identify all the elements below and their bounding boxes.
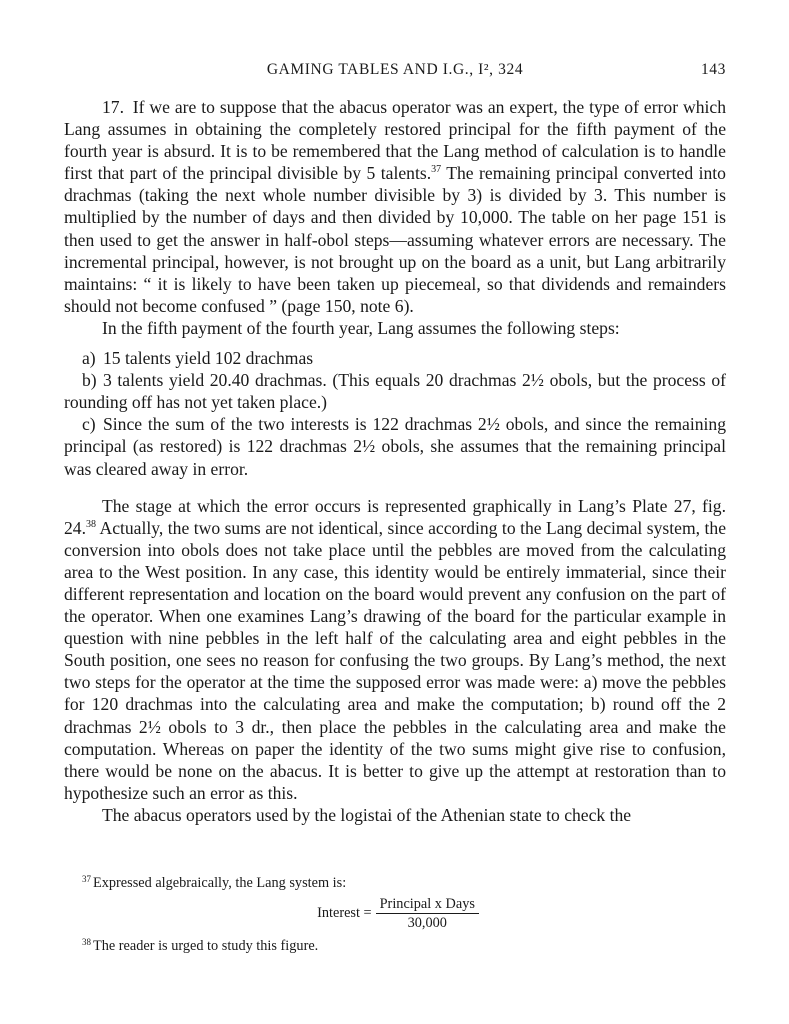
- paragraph-abacus-operators: The abacus operators used by the logistai of the Athenian state to check the: [102, 804, 632, 825]
- step-c: [64, 413, 726, 479]
- running-head: [64, 61, 726, 83]
- footnote-37-marker: 37: [82, 874, 91, 884]
- paragraph-error-stage-part-a: The stage at which the error occurs is represented graphically in Lang’s Plate 27, fig. 24.: [64, 495, 726, 538]
- paragraph-17-part-a: 17. If we are to suppose that the abacus operator was an expert, the type of error which Lang assumes in obtaining the completely restored principal for the fifth payment of the fourth year is absurd. It is to be remembered that the Lang method of calculation is to handle first that part of the principal divisible by 5 talents.: [64, 97, 726, 184]
- paragraph-error-stage-part-b: Actually, the two sums are not identical, since according to the Lang decimal system, the conversion into obols does not take place until the pebbles are moved from the calculating area to the West position. In any case, this identity would be entirely immaterial, since their different representation and location on the board would prevent any confusion on the part of the operator. When one examines Lang’s drawing of the board for the particular example in question with nine pebbles in the left half of the calculating area and eight pebbles in the South position, one sees no reason for confusing the two groups. By Lang’s method, the next two steps for the operator at the time the supposed error was made were: a) move the pebbles for 120 drachmas into the calculating area and make the computation; b) round off the 2 drachmas 2½ obols to 3 dr., then place the pebbles in the calculating area and make the computation. Whereas on paper the identity of the two sums might give rise to confusion, there would be none on the abacus. It is better to give up the attempt at restoration than to hypothesize such an error as this.: [64, 517, 726, 803]
- footnotes: [64, 870, 726, 956]
- footnote-37: [82, 870, 726, 893]
- running-title: GAMING TABLES AND I.G., I², 324: [266, 61, 524, 78]
- step-c-label: c): [82, 414, 96, 435]
- footnote-ref-37[interactable]: 37: [431, 164, 442, 176]
- footnote-38-marker: 38: [82, 937, 91, 947]
- footnote-ref-38[interactable]: 38: [86, 518, 96, 530]
- step-b-text: 3 talents yield 20.40 drachmas. (This equals 20 drachmas 2½ obols, but the process of rounding off has not yet taken place.): [64, 370, 726, 413]
- interest-formula: [70, 893, 726, 933]
- main-text: [64, 96, 726, 826]
- paragraph-17-part-b: The remaining principal converted into drachmas (taking the next whole number divisible by 3) is divided by 3. This number is multiplied by the number of days and then divided by 10,000. The table on her page 151 is then used to get the answer in half-obol steps—assuming whatever errors are necessary. The incremental principal, however, is not brought up on the board as a unit, but Lang arbitrarily maintains: “ it is likely to have been taken up piecemeal, so that dividends and remainders should not become confused ” (page 150, note 6).: [64, 163, 726, 316]
- paragraph-steps-intro: In the fifth payment of the fourth year, Lang assumes the following steps:: [102, 317, 620, 338]
- footnote-37-text: Expressed algebraically, the Lang system is:: [93, 875, 347, 891]
- step-a-text: 15 talents yield 102 drachmas: [103, 348, 314, 369]
- footnote-38: [82, 933, 726, 956]
- step-b: [64, 369, 726, 413]
- formula-lhs: Interest =: [317, 904, 372, 921]
- step-b-label: b): [82, 370, 97, 391]
- step-a: [64, 347, 726, 369]
- formula-numerator: Principal x Days: [376, 895, 479, 914]
- step-a-label: a): [82, 348, 96, 369]
- formula-fraction: [376, 895, 479, 932]
- footnote-38-text: The reader is urged to study this figure.: [93, 938, 319, 954]
- formula-denominator: 30,000: [407, 914, 447, 931]
- page-number: 143: [700, 61, 726, 78]
- paragraph-error-stage: [64, 495, 726, 804]
- paragraph-17: [64, 96, 726, 317]
- step-c-text: Since the sum of the two interests is 122 drachmas 2½ obols, and since the remaining principal (as restored) is 122 drachmas 2½ obols, she assumes that the remaining principal was cleared away in error.: [64, 414, 726, 479]
